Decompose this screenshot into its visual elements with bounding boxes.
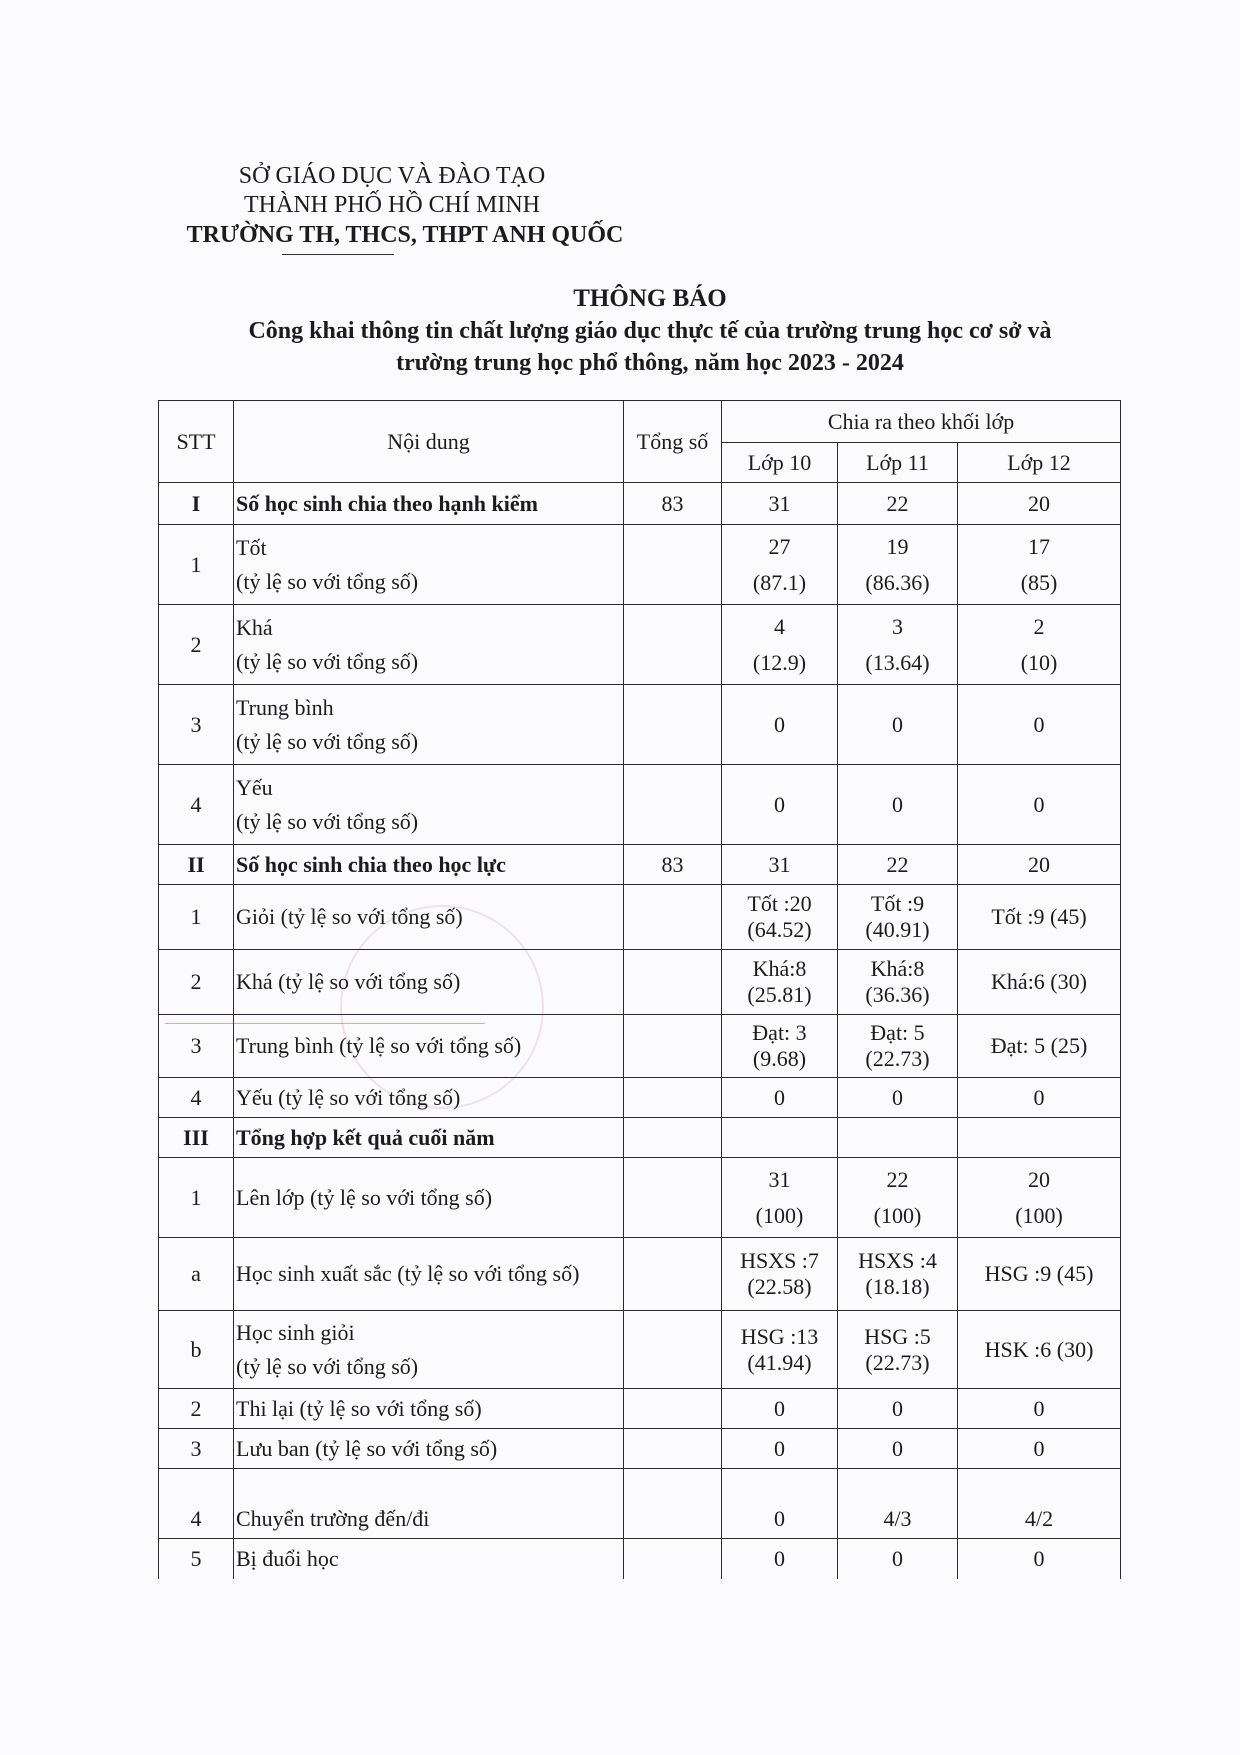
row-grade-12: Khá:6 (30) xyxy=(958,950,1121,1015)
value: 4 xyxy=(774,613,785,639)
row-stt: 5 xyxy=(159,1539,234,1579)
document-title: THÔNG BÁO xyxy=(573,285,727,312)
row-total xyxy=(624,605,722,685)
value: Khá:8 xyxy=(870,956,925,981)
row-content: Thi lại (tỷ lệ so với tổng số) xyxy=(234,1389,624,1429)
row-total: 83 xyxy=(624,483,722,525)
row-grade-11 xyxy=(838,605,958,685)
ratio: (25.81) xyxy=(747,982,812,1007)
value: Tốt :9 xyxy=(870,891,925,916)
row-content-line-2: (tỷ lệ so với tổng số) xyxy=(236,808,419,834)
row-stt: 1 xyxy=(159,885,234,950)
row-grade-10 xyxy=(722,950,838,1015)
row-grade-10: 31 xyxy=(722,483,838,525)
row-content-line-2: (tỷ lệ so với tổng số) xyxy=(236,1353,419,1379)
row-grade-11: 4/3 xyxy=(838,1469,958,1539)
row-grade-12: 0 xyxy=(958,685,1121,765)
row-content: Chuyển trường đến/đi xyxy=(234,1469,624,1539)
row-grade-11 xyxy=(838,1015,958,1078)
row-grade-10 xyxy=(722,885,838,950)
row-grade-10: 0 xyxy=(722,1469,838,1539)
ratio: (41.94) xyxy=(747,1349,812,1375)
ratio: (64.52) xyxy=(747,917,812,942)
row-content-line-2: (tỷ lệ so với tổng số) xyxy=(236,728,419,754)
value: HSXS :7 xyxy=(740,1248,819,1273)
row-grade-10 xyxy=(722,1238,838,1311)
value: HSG :13 xyxy=(740,1323,819,1349)
ratio: (12.9) xyxy=(752,649,807,675)
table-row xyxy=(159,605,1121,685)
row-grade-12: HSK :6 (30) xyxy=(958,1311,1121,1389)
value: Khá:8 xyxy=(752,956,807,981)
row-grade-11: 0 xyxy=(838,1389,958,1429)
value: 17 xyxy=(1028,533,1051,559)
header-grade-11: Lớp 11 xyxy=(838,443,958,483)
table-row xyxy=(159,1469,1121,1539)
row-grade-10: 0 xyxy=(722,1389,838,1429)
header-grade-10: Lớp 10 xyxy=(722,443,838,483)
school-name: TRƯỜNG TH, THCS, THPT ANH QUỐC xyxy=(186,222,624,248)
value: HSG :5 xyxy=(864,1323,931,1349)
table-row xyxy=(159,1311,1121,1389)
row-grade-10: 0 xyxy=(722,685,838,765)
row-total: 83 xyxy=(624,845,722,885)
row-grade-12: 0 xyxy=(958,765,1121,845)
row-grade-10 xyxy=(722,1015,838,1078)
row-grade-10 xyxy=(722,525,838,605)
table-row xyxy=(159,1118,1121,1158)
row-content xyxy=(234,605,624,685)
row-total xyxy=(624,1429,722,1469)
row-total xyxy=(624,1311,722,1389)
ratio: (40.91) xyxy=(865,917,930,942)
value: 27 xyxy=(768,533,791,559)
row-grade-11 xyxy=(838,1158,958,1238)
row-grade-11: 0 xyxy=(838,685,958,765)
row-stt: 3 xyxy=(159,1429,234,1469)
row-grade-10: 31 xyxy=(722,845,838,885)
row-content-line-1: Khá xyxy=(236,614,273,640)
value: 2 xyxy=(1033,613,1045,639)
row-stt: 3 xyxy=(159,685,234,765)
table-row xyxy=(159,885,1121,950)
value: 31 xyxy=(768,1166,791,1192)
row-grade-12 xyxy=(958,525,1121,605)
row-grade-12: 4/2 xyxy=(958,1469,1121,1539)
row-content: Giỏi (tỷ lệ so với tổng số) xyxy=(234,885,624,950)
row-grade-10: 0 xyxy=(722,1078,838,1118)
row-stt: 2 xyxy=(159,605,234,685)
table-row xyxy=(159,525,1121,605)
row-stt: 2 xyxy=(159,1389,234,1429)
row-content: Lên lớp (tỷ lệ so với tổng số) xyxy=(234,1158,624,1238)
department-line-1: SỞ GIÁO DỤC VÀ ĐÀO TẠO xyxy=(238,163,546,189)
row-total xyxy=(624,885,722,950)
header-grade-group: Chia ra theo khối lớp xyxy=(722,401,1121,443)
ratio: (85) xyxy=(1020,569,1058,595)
row-content: Tổng hợp kết quả cuối năm xyxy=(234,1118,624,1158)
row-content-line-1: Học sinh giỏi xyxy=(236,1319,355,1345)
row-grade-11 xyxy=(838,885,958,950)
value: 20 xyxy=(1028,1166,1051,1192)
table-row xyxy=(159,685,1121,765)
ratio: (86.36) xyxy=(865,569,930,595)
row-stt: II xyxy=(159,845,234,885)
row-total xyxy=(624,765,722,845)
row-total xyxy=(624,1389,722,1429)
value: HSXS :4 xyxy=(858,1248,937,1273)
row-grade-11: 0 xyxy=(838,1539,958,1579)
table-row xyxy=(159,950,1121,1015)
row-content: Lưu ban (tỷ lệ so với tổng số) xyxy=(234,1429,624,1469)
ratio: (9.68) xyxy=(752,1046,807,1071)
ratio: (22.58) xyxy=(747,1274,812,1299)
row-content-line-2: (tỷ lệ so với tổng số) xyxy=(236,568,419,594)
document-subtitle-line-2: trường trung học phổ thông, năm học 2023 - 2024 xyxy=(396,350,904,376)
row-total xyxy=(624,1469,722,1539)
row-content xyxy=(234,685,624,765)
quality-table xyxy=(158,400,1121,1579)
table-row xyxy=(159,1015,1121,1078)
row-stt: b xyxy=(159,1311,234,1389)
table-row xyxy=(159,1158,1121,1238)
row-grade-12: HSG :9 (45) xyxy=(958,1238,1121,1311)
row-total xyxy=(624,525,722,605)
row-grade-10 xyxy=(722,1118,838,1158)
row-grade-11: 0 xyxy=(838,1429,958,1469)
row-stt: III xyxy=(159,1118,234,1158)
value: 3 xyxy=(892,613,903,639)
ratio: (22.73) xyxy=(865,1046,930,1071)
ratio: (10) xyxy=(1020,649,1058,675)
row-stt: 2 xyxy=(159,950,234,1015)
row-grade-11: 0 xyxy=(838,1078,958,1118)
row-grade-12: Đạt: 5 (25) xyxy=(958,1015,1121,1078)
row-content xyxy=(234,1311,624,1389)
value: Tốt :20 xyxy=(747,891,812,916)
row-total xyxy=(624,1078,722,1118)
row-grade-10: 0 xyxy=(722,1539,838,1579)
row-grade-11 xyxy=(838,1238,958,1311)
row-content: Bị đuổi học xyxy=(234,1539,624,1579)
row-grade-12 xyxy=(958,1118,1121,1158)
document-subtitle-line-1: Công khai thông tin chất lượng giáo dục thực tế của trường trung học cơ sở và xyxy=(248,318,1052,344)
table-row xyxy=(159,1539,1121,1579)
header-stt: STT xyxy=(159,401,234,483)
row-content xyxy=(234,525,624,605)
table-row xyxy=(159,1429,1121,1469)
header-grade-12: Lớp 12 xyxy=(958,443,1121,483)
header-underline xyxy=(282,254,394,255)
ratio: (100) xyxy=(1015,1202,1063,1228)
row-total xyxy=(624,1539,722,1579)
table-row xyxy=(159,845,1121,885)
value: 22 xyxy=(886,1166,909,1192)
row-stt: 1 xyxy=(159,525,234,605)
ratio: (100) xyxy=(873,1202,922,1228)
row-total xyxy=(624,1118,722,1158)
row-grade-12: 20 xyxy=(958,483,1121,525)
row-grade-10 xyxy=(722,1158,838,1238)
row-grade-11: 0 xyxy=(838,765,958,845)
row-grade-11 xyxy=(838,1311,958,1389)
ratio: (18.18) xyxy=(865,1274,930,1299)
row-grade-12 xyxy=(958,605,1121,685)
row-grade-12 xyxy=(958,1158,1121,1238)
row-grade-12: 20 xyxy=(958,845,1121,885)
row-grade-12: 0 xyxy=(958,1078,1121,1118)
value: Đạt: 3 xyxy=(752,1020,807,1045)
row-stt: 3 xyxy=(159,1015,234,1078)
row-content: Yếu (tỷ lệ so với tổng số) xyxy=(234,1078,624,1118)
row-total xyxy=(624,685,722,765)
row-grade-10 xyxy=(722,1311,838,1389)
row-grade-11 xyxy=(838,1118,958,1158)
row-stt: I xyxy=(159,483,234,525)
row-total xyxy=(624,950,722,1015)
table-row xyxy=(159,483,1121,525)
row-total xyxy=(624,1015,722,1078)
table-row xyxy=(159,1389,1121,1429)
row-grade-11: 22 xyxy=(838,845,958,885)
row-grade-11 xyxy=(838,525,958,605)
row-content-line-1: Trung bình xyxy=(236,694,334,720)
table-row xyxy=(159,1078,1121,1118)
row-grade-12: 0 xyxy=(958,1429,1121,1469)
row-total xyxy=(624,1158,722,1238)
ratio: (100) xyxy=(755,1202,804,1228)
row-content: Học sinh xuất sắc (tỷ lệ so với tổng số) xyxy=(234,1238,624,1311)
row-grade-10 xyxy=(722,605,838,685)
row-grade-11 xyxy=(838,950,958,1015)
row-stt: 1 xyxy=(159,1158,234,1238)
row-stt: 4 xyxy=(159,765,234,845)
department-line-2: THÀNH PHỐ HỒ CHÍ MINH xyxy=(244,192,540,218)
value: 19 xyxy=(886,533,909,559)
row-grade-10: 0 xyxy=(722,1429,838,1469)
row-content: Khá (tỷ lệ so với tổng số) xyxy=(234,950,624,1015)
ratio: (13.64) xyxy=(865,649,930,675)
ratio: (22.73) xyxy=(865,1349,930,1375)
row-stt: a xyxy=(159,1238,234,1311)
row-stt: 4 xyxy=(159,1078,234,1118)
table-row xyxy=(159,1238,1121,1311)
row-content: Trung bình (tỷ lệ so với tổng số) xyxy=(234,1015,624,1078)
row-grade-12: 0 xyxy=(958,1389,1121,1429)
row-grade-12: 0 xyxy=(958,1539,1121,1579)
ratio: (87.1) xyxy=(752,569,807,595)
row-grade-11: 22 xyxy=(838,483,958,525)
value: Đạt: 5 xyxy=(870,1020,925,1045)
ratio: (36.36) xyxy=(865,982,930,1007)
row-content: Số học sinh chia theo hạnh kiểm xyxy=(234,483,624,525)
row-grade-10: 0 xyxy=(722,765,838,845)
table-row xyxy=(159,765,1121,845)
row-grade-12: Tốt :9 (45) xyxy=(958,885,1121,950)
row-content: Số học sinh chia theo học lực xyxy=(234,845,624,885)
header-total: Tổng số xyxy=(624,401,722,483)
row-content-line-2: (tỷ lệ so với tổng số) xyxy=(236,648,419,674)
row-content xyxy=(234,765,624,845)
row-stt: 4 xyxy=(159,1469,234,1539)
header-content: Nội dung xyxy=(234,401,624,483)
row-total xyxy=(624,1238,722,1311)
row-content-line-1: Tốt xyxy=(236,534,267,560)
row-content-line-1: Yếu xyxy=(236,774,273,800)
